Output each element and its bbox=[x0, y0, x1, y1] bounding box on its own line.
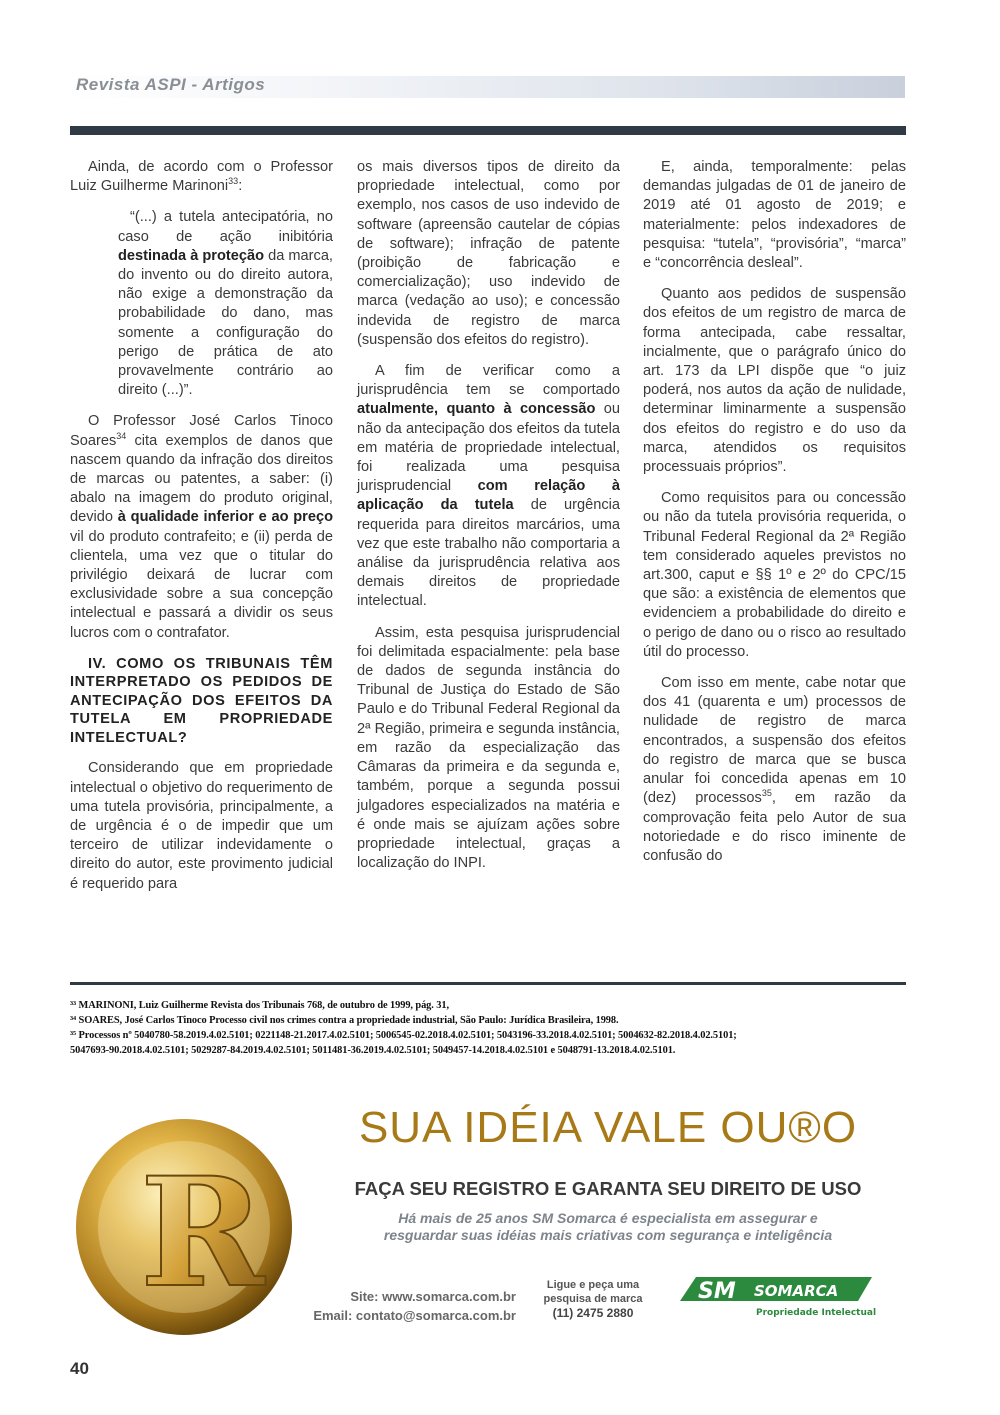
registered-trademark-logo-icon bbox=[72, 1107, 312, 1347]
block-quote: “(...) a tutela antecipatória, no caso de ação inibitória destinada à proteção da marca, do invento ou do direito autora, não exige a demonstração da probabilidade do dano, mas somente a configuração do perigo de prática de ato provavelmente contrário ao direito (...)”. bbox=[118, 209, 333, 399]
footnote-35: ³⁵ Processos nº 5040780-58.2019.4.02.5101; 0221148-21.2017.4.02.5101; 5006545-02.2018.4.02.5101; 5043196-33.2018.4.02.5101; 5004632-82.2018.4.02.5101; bbox=[70, 1030, 737, 1041]
footnote-ref: 35 bbox=[761, 788, 772, 799]
page-number: 40 bbox=[70, 1359, 89, 1378]
paragraph: Como requisitos para ou concessão ou não da tutela provisória requerida, o Tribunal Federal Regional da 2ª Região tem considerado aqueles previstos no art.300, caput e §§ 1º e 2º do CPC/15 que são: a existência de elementos que evidenciem a probabilidade do direito e o perigo de dano ou o risco ao resultado útil do processo. bbox=[643, 490, 906, 660]
ad-phone: (11) 2475 2880 bbox=[552, 1306, 634, 1320]
paragraph: Assim, esta pesquisa jurisprudencial foi delimitada espacialmente: pela base de dados de segunda instância do Tribunal de Justiça do Estado de São Paulo e do Tribunal Federal Regional da 2ª Região, primeira e segunda instância, em razão da especialização das Câmaras da primeira e da segunda e, também, porque a segunda possui julgadores especializados na matéria e é onde mais se ajuízam ações sobre propriedade intelectual, graças a localização do INPI. bbox=[357, 624, 620, 872]
brand-name: SOMARCA bbox=[754, 1282, 839, 1300]
footnote-34: ³⁴ SOARES, José Carlos Tinoco Processo civil nos crimes contra a propriedade industrial, São Paulo: Jurídica Brasileira, 1998. bbox=[70, 1015, 619, 1026]
brand-tagline: Propriedade Intelectual bbox=[756, 1308, 876, 1318]
ad-email-link[interactable]: Email: contato@somarca.com.br bbox=[313, 1308, 516, 1323]
paragraph: Considerando que em propriedade intelectual o objetivo do requerimento de uma tutela provisória, principalmente, a de urgência é o de impedir que um terceiro de utilizar indevidamente o direito do autor, este provimento judicial é requerido para bbox=[70, 760, 333, 892]
paragraph: Ainda, de acordo com o Professor Luiz Guilherme Marinoni$^{33}$: bbox=[70, 159, 333, 195]
brand-sm: SM bbox=[698, 1279, 736, 1304]
paragraph: Com isso em mente, cabe notar que dos 41 (quarenta e um) processos de nulidade de registro de marca encontrados, a suspensão dos efeitos do registro de marca que se busca anular foi concedida apenas em 10 (dez) processos$^{35}$, em razão da comprovação feita pelo Autor de sua notoriedade e do risco iminente de confusão do bbox=[643, 675, 906, 864]
paragraph: E, ainda, temporalmente: pelas demandas julgadas de 01 de janeiro de 2019 até 01 agosto de 2019; e materialmente: pelos indexadores de pesquisa: “tutela”, “provisória”, “marca” e “concorrência desleal”. bbox=[643, 159, 906, 272]
footnotes bbox=[70, 998, 906, 1058]
somarca-logo-icon bbox=[676, 1263, 876, 1323]
ad-call-to-action: Ligue e peça uma pesquisa de marca (11) 2475 2880 bbox=[528, 1278, 658, 1320]
ad-headline: SUA IDÉIA VALE OU®O bbox=[358, 1103, 858, 1152]
svg-text:R: R bbox=[140, 1145, 265, 1321]
section-heading: IV. COMO OS TRIBUNAIS TÊM INTERPRETADO OS PEDIDOS DE ANTECIPAÇÃO DOS EFEITOS DA TUTELA EM PROPRIEDADE INTELECTUAL? bbox=[70, 655, 333, 746]
footnote-ref: 33 bbox=[228, 176, 239, 187]
paragraph: O Professor José Carlos Tinoco Soares$^{34}$ cita exemplos de danos que nascem quando da infração dos direitos de marcas ou patentes, a saber: (i) abalo na imagem do produto original, devido à qualidade inferior e ao preço vil do produto contrafeito; e (ii) perda de clientela, uma vez que o titular do privilégio deixará de lucrar com exclusividade sobre a sua concepção intelectual e passará a dividir os seus lucros com o contrafator. bbox=[70, 413, 334, 641]
text-column-1 bbox=[70, 158, 333, 906]
text-column-3 bbox=[643, 158, 906, 878]
footnote-33: ³³ MARINONI, Luiz Guilherme Revista dos Tribunais 768, de outubro de 1999, pág. 31, bbox=[70, 1000, 449, 1011]
footnote-ref: 34 bbox=[116, 430, 127, 441]
paragraph: os mais diversos tipos de direito da propriedade intelectual, como por exemplo, nos casos de uso indevido de software (apreensão cautelar de cópias de software); infração de patente (proibição de fabricação e comercialização); uso indevido de marca (vedação ao uso); e concessão indevida de registro de marca (suspensão dos efeitos do registro). bbox=[357, 159, 620, 348]
header-rule bbox=[70, 126, 906, 135]
footnote-35-cont: 5047693-90.2018.4.02.5101; 5029287-84.2019.4.02.5101; 5011481-36.2019.4.02.5101; 5049457-14.2018.4.02.5101 e 5048791-13.2018.4.02.5101. bbox=[70, 1045, 676, 1056]
ad-site-link[interactable]: Site: www.somarca.com.br bbox=[350, 1289, 516, 1304]
ad-description: Há mais de 25 anos SM Somarca é especialista em assegurar e resguardar suas idéias mais criativas com segurança e inteligência bbox=[383, 1210, 833, 1243]
paragraph: A fim de verificar como a jurisprudência tem se comportado atualmente, quanto à concessão ou não da antecipação dos efeitos da tutela em matéria de propriedade intelectual, foi realizada uma pesquisa jurisprudencial com relação à aplicação da tutela de urgência requerida para direitos marcários, uma vez que este trabalho não comportaria a análise da jurisprudência relativa aos demais direitos de propriedade intelectual. bbox=[357, 363, 620, 610]
paragraph: Quanto aos pedidos de suspensão dos efeitos de um registro de marca de forma antecipada, cabe ressaltar, incialmente, que o parágrafo único do art. 173 da LPI dispõe que “o juiz poderá, nos autos da ação de nulidade, determinar liminarmente a suspensão dos efeitos do registro e do uso da marca, atendidos os requisitos processuais próprios”. bbox=[643, 286, 906, 476]
footnote-rule bbox=[70, 982, 906, 985]
running-header: Revista ASPI - Artigos bbox=[76, 75, 266, 94]
advertisement bbox=[66, 1083, 920, 1347]
ad-contact bbox=[286, 1287, 516, 1325]
ad-subheadline: FAÇA SEU REGISTRO E GARANTA SEU DIREITO DE USO bbox=[354, 1178, 862, 1199]
text-column-2 bbox=[357, 158, 620, 885]
